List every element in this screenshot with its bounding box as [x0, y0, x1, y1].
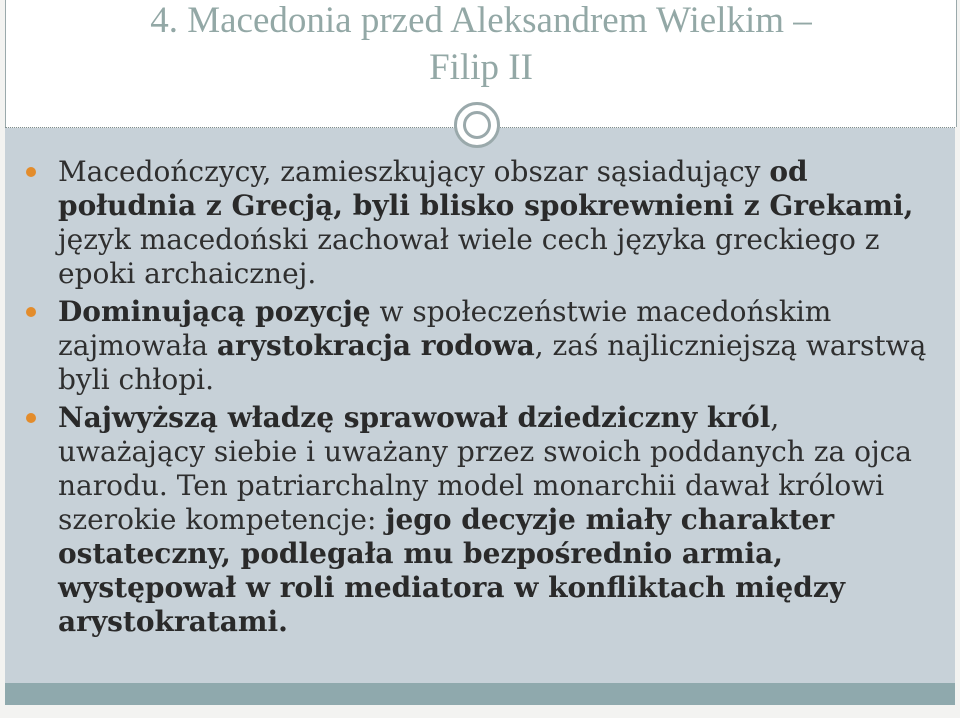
bullet-text: język macedoński zachował wiele cech języka greckiego z epoki archaicznej. — [58, 223, 880, 290]
bullet-text: , zaś najliczniejszą warstwą byli chłopi. — [58, 329, 927, 396]
circle-ornament-icon — [454, 102, 500, 148]
bullet-dot-icon — [26, 307, 36, 317]
bullet-dot-icon — [26, 413, 36, 423]
bullet-item — [24, 295, 934, 397]
slide-title — [6, 0, 956, 91]
bullet-text-bold: od południa z Grecją, byli blisko spokrewnieni z Grekami, — [58, 155, 914, 222]
bullet-dot-icon — [26, 167, 36, 177]
footer-band — [5, 683, 955, 705]
bullet-text-bold: Najwyższą władzę sprawował dziedziczny król — [58, 401, 771, 434]
bullet-item — [24, 155, 934, 291]
inner-circle-icon — [463, 111, 491, 139]
bullet-text-bold: jego decyzje miały charakter ostateczny, podlegała mu bezpośrednio armia, występował w roli mediatora w konfliktach między arystokratami. — [58, 503, 845, 638]
bullet-text: , uważający siebie i uważany przez swoich poddanych za ojca narodu. Ten patriarchalny model monarchii dawał królowi szerokie kompetencje: — [58, 401, 912, 536]
bullet-item — [24, 401, 934, 639]
bullet-text: Macedończycy, zamieszkujący obszar sąsiadujący — [58, 155, 770, 188]
bullet-text: w społeczeństwie macedońskim zajmowała — [58, 295, 832, 362]
bullet-list — [24, 155, 934, 643]
slide-title-line-2: Filip II — [429, 47, 533, 88]
bullet-text-bold: Dominującą pozycję — [58, 295, 371, 328]
bullet-text-bold: arystokracja rodowa — [216, 329, 535, 362]
slide-title-line-1: 4. Macedonia przed Aleksandrem Wielkim – — [150, 0, 812, 41]
